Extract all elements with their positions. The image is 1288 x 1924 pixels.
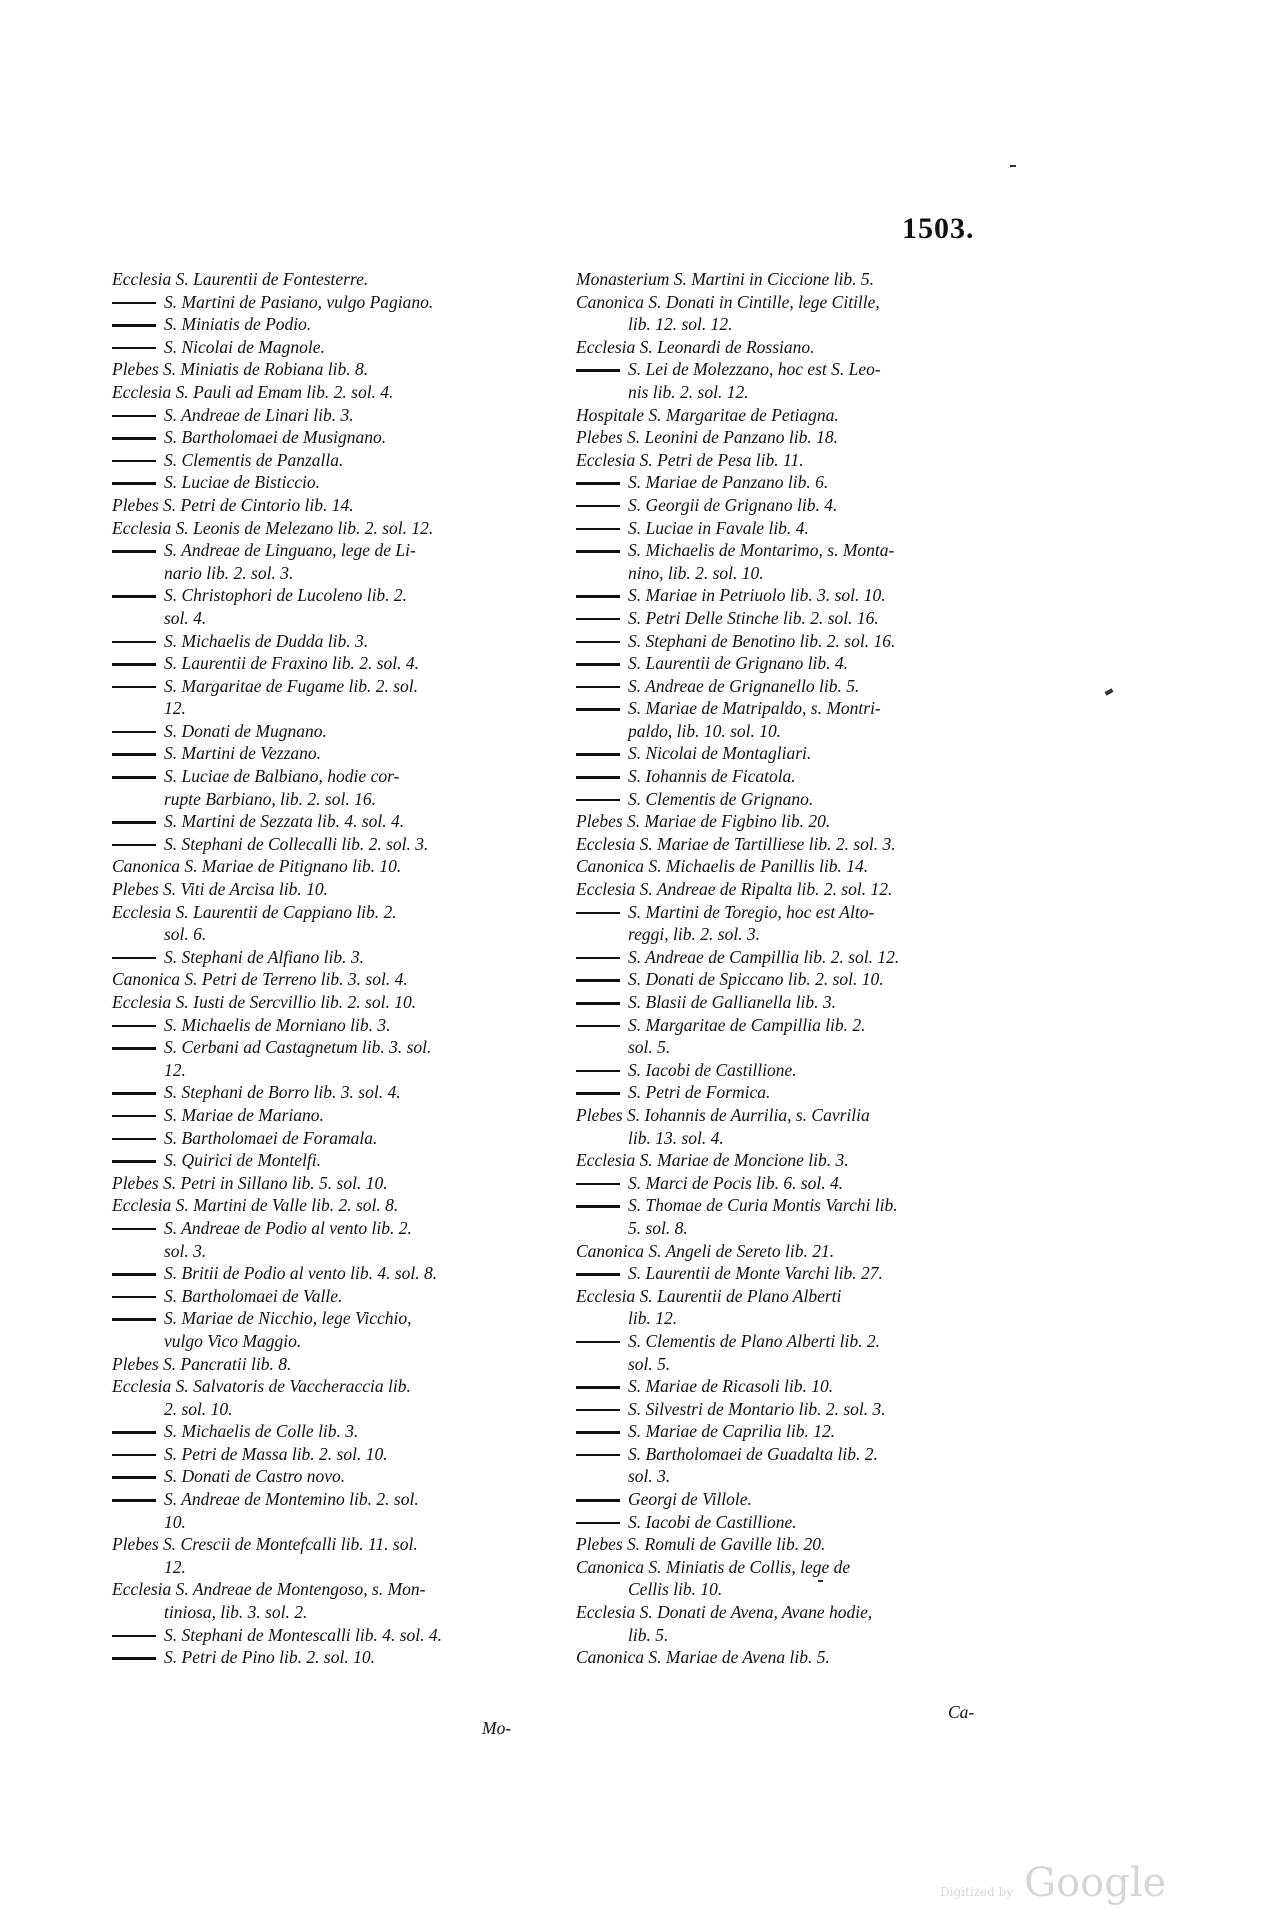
register-entry: lib. 5. [628,1624,669,1645]
register-entry: Georgi de Villole. [576,1488,1026,1511]
register-entry: Plebes S. Viti de Arcisa lib. 10. [112,879,328,900]
register-entry: Ecclesia S. Leonardi de Rossiano. [576,336,815,357]
register-entry: S. Martini de Vezzano. [112,742,562,765]
register-entry: S. Miniatis de Podio. [112,313,562,336]
register-entry: S. Nicolai de Magnole. [112,336,562,359]
register-entry: Plebes S. Petri in Sillano lib. 5. sol. 10. [112,1172,388,1193]
ink-speck [1105,688,1114,695]
register-entry: S. Cerbani ad Castagnetum lib. 3. sol. [112,1036,562,1059]
register-entry: S. Michaelis de Montarimo, s. Monta- [576,539,1026,562]
register-entry: lib. 12. [628,1308,678,1329]
ink-speck [818,1580,823,1582]
register-entry: S. Andreae de Linari lib. 3. [112,404,562,427]
watermark-logo-text: Google [1024,1860,1167,1906]
catchword-right: Ca- [948,1702,975,1722]
digitized-watermark [940,1860,1166,1906]
register-entry: S. Petri de Formica. [576,1081,1026,1104]
register-entry: Canonica S. Angeli de Sereto lib. 21. [576,1240,835,1261]
register-entry: Ecclesia S. Andreae de Ripalta lib. 2. sol. 12. [576,879,893,900]
register-entry: Plebes S. Romuli de Gaville lib. 20. [576,1534,826,1555]
register-entry: S. Margaritae de Fugame lib. 2. sol. [112,675,562,698]
register-entry: S. Clementis de Plano Alberti lib. 2. [576,1330,1026,1353]
register-entry: S. Blasii de Gallianella lib. 3. [576,991,1026,1014]
register-entry: S. Bartholomaei de Musignano. [112,426,562,449]
register-entry: sol. 3. [628,1466,671,1487]
register-entry: sol. 3. [164,1240,207,1261]
register-entry: lib. 13. sol. 4. [628,1127,724,1148]
register-entry: S. Donati de Castro novo. [112,1465,562,1488]
right-column [576,268,1026,1669]
register-entry: S. Michaelis de Dudda lib. 3. [112,630,562,653]
register-entry: S. Georgii de Grignano lib. 4. [576,494,1026,517]
left-column [112,268,562,1669]
register-entry: S. Andreae de Grignanello lib. 5. [576,675,1026,698]
register-entry: S. Bartholomaei de Foramala. [112,1127,562,1150]
register-entry: Plebes S. Iohannis de Aurrilia, s. Cavrilia [576,1104,870,1125]
register-entry: S. Petri de Massa lib. 2. sol. 10. [112,1443,562,1466]
register-entry: sol. 6. [164,924,207,945]
register-entry: S. Silvestri de Montario lib. 2. sol. 3. [576,1398,1026,1421]
register-entry: Ecclesia S. Mariae de Moncione lib. 3. [576,1150,849,1171]
register-entry: Plebes S. Mariae de Figbino lib. 20. [576,811,831,832]
register-entry: S. Mariae de Panzano lib. 6. [576,471,1026,494]
register-entry: S. Donati de Mugnano. [112,720,562,743]
register-entry: S. Mariae in Petriuolo lib. 3. sol. 10. [576,584,1026,607]
register-entry: Canonica S. Donati in Cintille, lege Citille, [576,291,880,312]
register-entry: 2. sol. 10. [164,1398,233,1419]
register-entry: S. Petri Delle Stinche lib. 2. sol. 16. [576,607,1026,630]
register-entry: Canonica S. Miniatis de Collis, lege de [576,1556,851,1577]
register-entry: nino, lib. 2. sol. 10. [628,562,764,583]
register-entry: Ecclesia S. Mariae de Tartilliese lib. 2. sol. 3. [576,833,896,854]
register-entry: sol. 5. [628,1353,671,1374]
register-entry: S. Clementis de Grignano. [576,788,1026,811]
register-entry: S. Lei de Molezzano, hoc est S. Leo- [576,358,1026,381]
register-entry: Ecclesia S. Leonis de Melezano lib. 2. sol. 12. [112,517,434,538]
register-entry: Ecclesia S. Andreae de Montengoso, s. Mon- [112,1579,426,1600]
register-entry: sol. 4. [164,607,207,628]
register-entry: S. Petri de Pino lib. 2. sol. 10. [112,1646,562,1669]
register-entry: S. Mariae de Caprilia lib. 12. [576,1420,1026,1443]
register-entry: S. Andreae de Podio al vento lib. 2. [112,1217,562,1240]
register-entry: S. Laurentii de Fraxino lib. 2. sol. 4. [112,652,562,675]
register-entry: S. Stephani de Alfiano lib. 3. [112,946,562,969]
register-entry: lib. 12. sol. 12. [628,314,733,335]
register-entry: S. Marci de Pocis lib. 6. sol. 4. [576,1172,1026,1195]
register-entry: S. Michaelis de Morniano lib. 3. [112,1014,562,1037]
register-entry: S. Mariae de Matripaldo, s. Montri- [576,697,1026,720]
register-entry: S. Martini de Toregio, hoc est Alto- [576,901,1026,924]
register-entry: Plebes S. Leonini de Panzano lib. 18. [576,427,838,448]
register-entry: 12. [164,1556,186,1577]
register-entry: Ecclesia S. Salvatoris de Vaccheraccia lib. [112,1376,411,1397]
register-entry: tiniosa, lib. 3. sol. 2. [164,1602,308,1623]
register-entry: S. Stephani de Montescalli lib. 4. sol. 4. [112,1624,562,1647]
register-entry: Ecclesia S. Laurentii de Plano Alberti [576,1285,842,1306]
register-entry: 5. sol. 8. [628,1217,688,1238]
register-entry: sol. 5. [628,1037,671,1058]
register-entry: Ecclesia S. Laurentii de Cappiano lib. 2. [112,901,397,922]
register-entry: S. Luciae de Balbiano, hodie cor- [112,765,562,788]
register-entry: Plebes S. Crescii de Montefcalli lib. 11. sol. [112,1534,418,1555]
register-entry: vulgo Vico Maggio. [164,1330,302,1351]
register-entry: S. Christophori de Lucoleno lib. 2. [112,584,562,607]
register-entry: Cellis lib. 10. [628,1579,723,1600]
register-entry: S. Nicolai de Montagliari. [576,742,1026,765]
register-entry: S. Donati de Spiccano lib. 2. sol. 10. [576,968,1026,991]
register-entry: 12. [164,698,186,719]
register-entry: Canonica S. Mariae de Pitignano lib. 10. [112,856,402,877]
register-entry: Ecclesia S. Donati de Avena, Avane hodie, [576,1602,873,1623]
register-entry: Ecclesia S. Pauli ad Emam lib. 2. sol. 4. [112,381,394,402]
register-entry: nario lib. 2. sol. 3. [164,562,294,583]
register-entry: S. Luciae in Favale lib. 4. [576,517,1026,540]
register-entry: S. Luciae de Bisticcio. [112,471,562,494]
register-entry: S. Iacobi de Castillione. [576,1511,1026,1534]
register-entry: paldo, lib. 10. sol. 10. [628,720,782,741]
register-entry: S. Stephani de Benotino lib. 2. sol. 16. [576,630,1026,653]
register-entry: S. Mariae de Mariano. [112,1104,562,1127]
register-entry: Ecclesia S. Laurentii de Fontesterre. [112,269,369,289]
register-entry: Plebes S. Petri de Cintorio lib. 14. [112,494,354,515]
register-entry: S. Thomae de Curia Montis Varchi lib. [576,1194,1026,1217]
register-entry: S. Andreae de Montemino lib. 2. sol. [112,1488,562,1511]
register-entry: Monasterium S. Martini in Ciccione lib. 5. [576,269,874,289]
register-entry: reggi, lib. 2. sol. 3. [628,924,761,945]
register-entry: nis lib. 2. sol. 12. [628,381,749,402]
register-entry: rupte Barbiano, lib. 2. sol. 16. [164,788,376,809]
register-entry: S. Bartholomaei de Valle. [112,1285,562,1308]
ink-speck [1010,165,1016,167]
register-entry: S. Andreae de Campillia lib. 2. sol. 12. [576,946,1026,969]
register-entry: Ecclesia S. Iusti de Sercvillio lib. 2. sol. 10. [112,992,417,1012]
watermark-small-text: Digitized by [940,1885,1014,1899]
register-entry: S. Iacobi de Castillione. [576,1059,1026,1082]
register-entry: 10. [164,1511,186,1532]
register-entry: Plebes S. Miniatis de Robiana lib. 8. [112,359,369,380]
register-entry: Plebes S. Pancratii lib. 8. [112,1353,292,1374]
register-entry: S. Bartholomaei de Guadalta lib. 2. [576,1443,1026,1466]
register-entry: S. Martini de Pasiano, vulgo Pagiano. [112,291,562,314]
catchword-left: Mo- [482,1718,512,1738]
register-entry: S. Mariae de Ricasoli lib. 10. [576,1375,1026,1398]
register-entry: S. Laurentii de Monte Varchi lib. 27. [576,1262,1026,1285]
register-entry: Canonica S. Michaelis de Panillis lib. 14. [576,856,869,877]
register-entry: Ecclesia S. Martini de Valle lib. 2. sol. 8. [112,1195,399,1216]
register-entry: S. Stephani de Collecalli lib. 2. sol. 3. [112,833,562,856]
register-entry: 12. [164,1059,186,1080]
register-entry: Ecclesia S. Petri de Pesa lib. 11. [576,449,804,470]
register-entry: S. Iohannis de Ficatola. [576,765,1026,788]
register-entry: Canonica S. Mariae de Avena lib. 5. [576,1647,830,1668]
register-entry: S. Martini de Sezzata lib. 4. sol. 4. [112,810,562,833]
page-number: 1503. [902,212,975,245]
register-entry: S. Laurentii de Grignano lib. 4. [576,652,1026,675]
register-entry: Hospitale S. Margaritae de Petiagna. [576,404,839,425]
register-entry: S. Michaelis de Colle lib. 3. [112,1420,562,1443]
register-entry: S. Quirici de Montelfi. [112,1149,562,1172]
register-entry: S. Stephani de Borro lib. 3. sol. 4. [112,1081,562,1104]
register-entry: S. Clementis de Panzalla. [112,449,562,472]
register-entry: S. Andreae de Linguano, lege de Li- [112,539,562,562]
register-entry: S. Mariae de Nicchio, lege Vicchio, [112,1307,562,1330]
register-entry: S. Margaritae de Campillia lib. 2. [576,1014,1026,1037]
register-entry: S. Britii de Podio al vento lib. 4. sol. 8. [112,1262,562,1285]
register-entry: Canonica S. Petri de Terreno lib. 3. sol. 4. [112,969,408,990]
